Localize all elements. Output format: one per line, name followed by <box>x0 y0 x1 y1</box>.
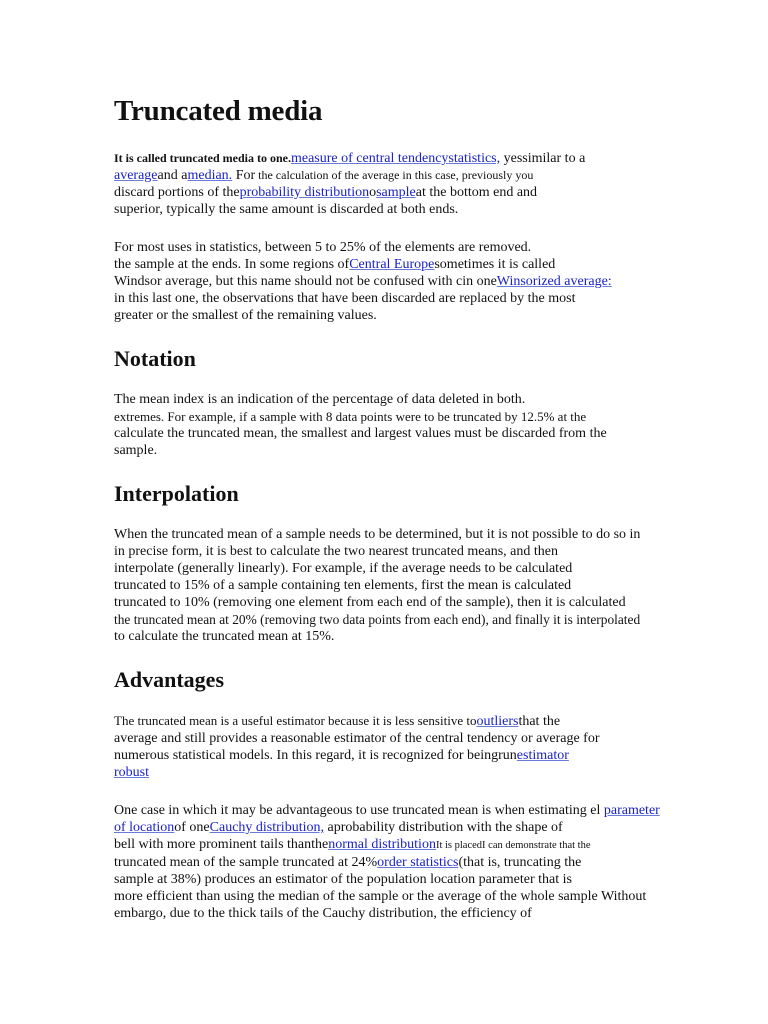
interpolation-line-2: in precise form, it is best to calculate the two nearest truncated means, and then <box>114 544 558 559</box>
para2-line-3 <box>114 273 694 290</box>
text: For <box>232 168 256 183</box>
advantages-paragraph-1 <box>114 712 694 781</box>
advantages-paragraph-2 <box>114 802 694 922</box>
notation-line-3: calculate the truncated mean, the smallest and largest values must be discarded from the <box>114 426 607 441</box>
text: aprobability distribution with the shape of <box>323 820 563 835</box>
text: I can demonstrate that the <box>482 840 591 851</box>
adv2-line-5: sample at 38%) produces an estimator of the population location parameter that is <box>114 872 572 887</box>
text: The truncated mean is a useful estimator because it is less sensitive to <box>114 713 477 728</box>
text: the sample at the ends. In some regions of <box>114 257 350 272</box>
adv2-line-4 <box>114 854 694 871</box>
intro-line-3 <box>114 184 694 201</box>
intro-line-4: superior, typically the same amount is discarded at both ends. <box>114 202 459 217</box>
text: the calculation of the average in this case, previously you <box>255 168 534 182</box>
interpolation-line-4: truncated to 15% of a sample containing ten elements, first the mean is calculated <box>114 578 572 593</box>
link-robust[interactable]: robust <box>114 765 149 780</box>
adv1-line-4 <box>114 764 694 781</box>
link-of-location[interactable]: of location <box>114 820 175 835</box>
adv2-line-3 <box>114 836 694 854</box>
link-outliers[interactable]: outliers <box>476 714 519 729</box>
interpolation-line-3: interpolate (generally linearly). For example, if the average needs to be calculated <box>114 561 573 576</box>
intro-paragraph <box>114 150 694 218</box>
text: o <box>369 185 377 200</box>
link-central-europe[interactable]: Central Europe <box>349 257 435 272</box>
adv1-line-1 <box>114 712 694 730</box>
adv2-line-7: embargo, due to the thick tails of the Cauchy distribution, the efficiency of <box>114 906 532 921</box>
link-probability-distribution[interactable]: probability distribution <box>239 185 370 200</box>
text: at the bottom end and <box>415 185 538 200</box>
intro-line-2 <box>114 167 694 184</box>
adv1-line-3 <box>114 747 694 764</box>
text: that the <box>518 714 561 729</box>
link-statistics[interactable]: statistics, <box>448 151 501 166</box>
link-winsorized-average[interactable]: Winsorized average: <box>496 274 612 289</box>
text: sometimes it is called <box>434 257 556 272</box>
text: bell with more prominent tails thanthe <box>114 837 329 852</box>
text: (that is, truncating the <box>458 855 582 870</box>
page-title: Truncated media <box>114 95 323 127</box>
para2-line-4: in this last one, the observations that have been discarded are replaced by the most <box>114 291 576 306</box>
intro-bold-text: It is called truncated media to one. <box>114 151 291 165</box>
text: numerous statistical models. In this regard, it is recognized for being <box>114 748 499 763</box>
intro-line-1 <box>114 150 694 167</box>
link-average[interactable]: average <box>114 168 158 183</box>
para2-line-1: For most uses in statistics, between 5 to 25% of the elements are removed. <box>114 240 532 255</box>
link-parameter[interactable]: parameter <box>603 803 660 818</box>
notation-line-1: The mean index is an indication of the percentage of data deleted in both. <box>114 392 526 407</box>
interpolation-line-5: truncated to 10% (removing one element from each end of the sample), then it is calculated <box>114 595 626 610</box>
link-cauchy-distribution[interactable]: Cauchy distribution, <box>209 820 324 835</box>
text: run <box>498 748 517 763</box>
adv2-line-1 <box>114 802 694 819</box>
interpolation-paragraph <box>114 526 694 645</box>
notation-line-2: extremes. For example, if a sample with 8 data points were to be truncated by 12.5% at the <box>114 409 587 424</box>
adv1-line-2: average and still provides a reasonable estimator of the central tendency or average for <box>114 731 600 746</box>
adv2-line-6: more efficient than using the median of the sample or the average of the whole sample Without <box>114 889 647 904</box>
text: discard portions of the <box>114 185 240 200</box>
text: and a <box>157 168 188 183</box>
interpolation-line-7: to calculate the truncated mean at 15%. <box>114 629 335 644</box>
link-order-statistics[interactable]: order statistics <box>377 855 459 870</box>
text: One case in which it may be advantageous to use truncated mean is when estimating el <box>114 803 604 818</box>
trimming-paragraph <box>114 239 694 324</box>
interpolation-line-1: When the truncated mean of a sample needs to be determined, but it is not possible to do so in <box>114 527 641 542</box>
text: of one <box>174 820 210 835</box>
text: It is placed <box>435 840 483 851</box>
link-sample[interactable]: sample <box>376 185 416 200</box>
link-median[interactable]: median. <box>187 168 233 183</box>
section-heading-interpolation: Interpolation <box>114 481 239 506</box>
text: Windsor average, but this name should not be confused with cin one <box>114 274 497 289</box>
para2-line-5: greater or the smallest of the remaining values. <box>114 308 377 323</box>
link-normal-distribution[interactable]: normal distribution <box>328 837 436 852</box>
document-body <box>114 92 694 943</box>
notation-line-4: sample. <box>114 443 158 458</box>
adv2-line-2 <box>114 819 694 836</box>
section-heading-notation: Notation <box>114 346 196 371</box>
link-measure-of-central-tendency[interactable]: measure of central tendency <box>290 151 449 166</box>
text: truncated mean of the sample truncated at 24% <box>114 855 378 870</box>
text: yessimilar to a <box>500 151 586 166</box>
link-estimator[interactable]: estimator <box>516 748 569 763</box>
notation-paragraph <box>114 391 694 459</box>
section-heading-advantages: Advantages <box>114 667 225 692</box>
interpolation-line-6: the truncated mean at 20% (removing two data points from each end), and finally it is interpolated <box>114 612 641 627</box>
para2-line-2 <box>114 256 694 273</box>
